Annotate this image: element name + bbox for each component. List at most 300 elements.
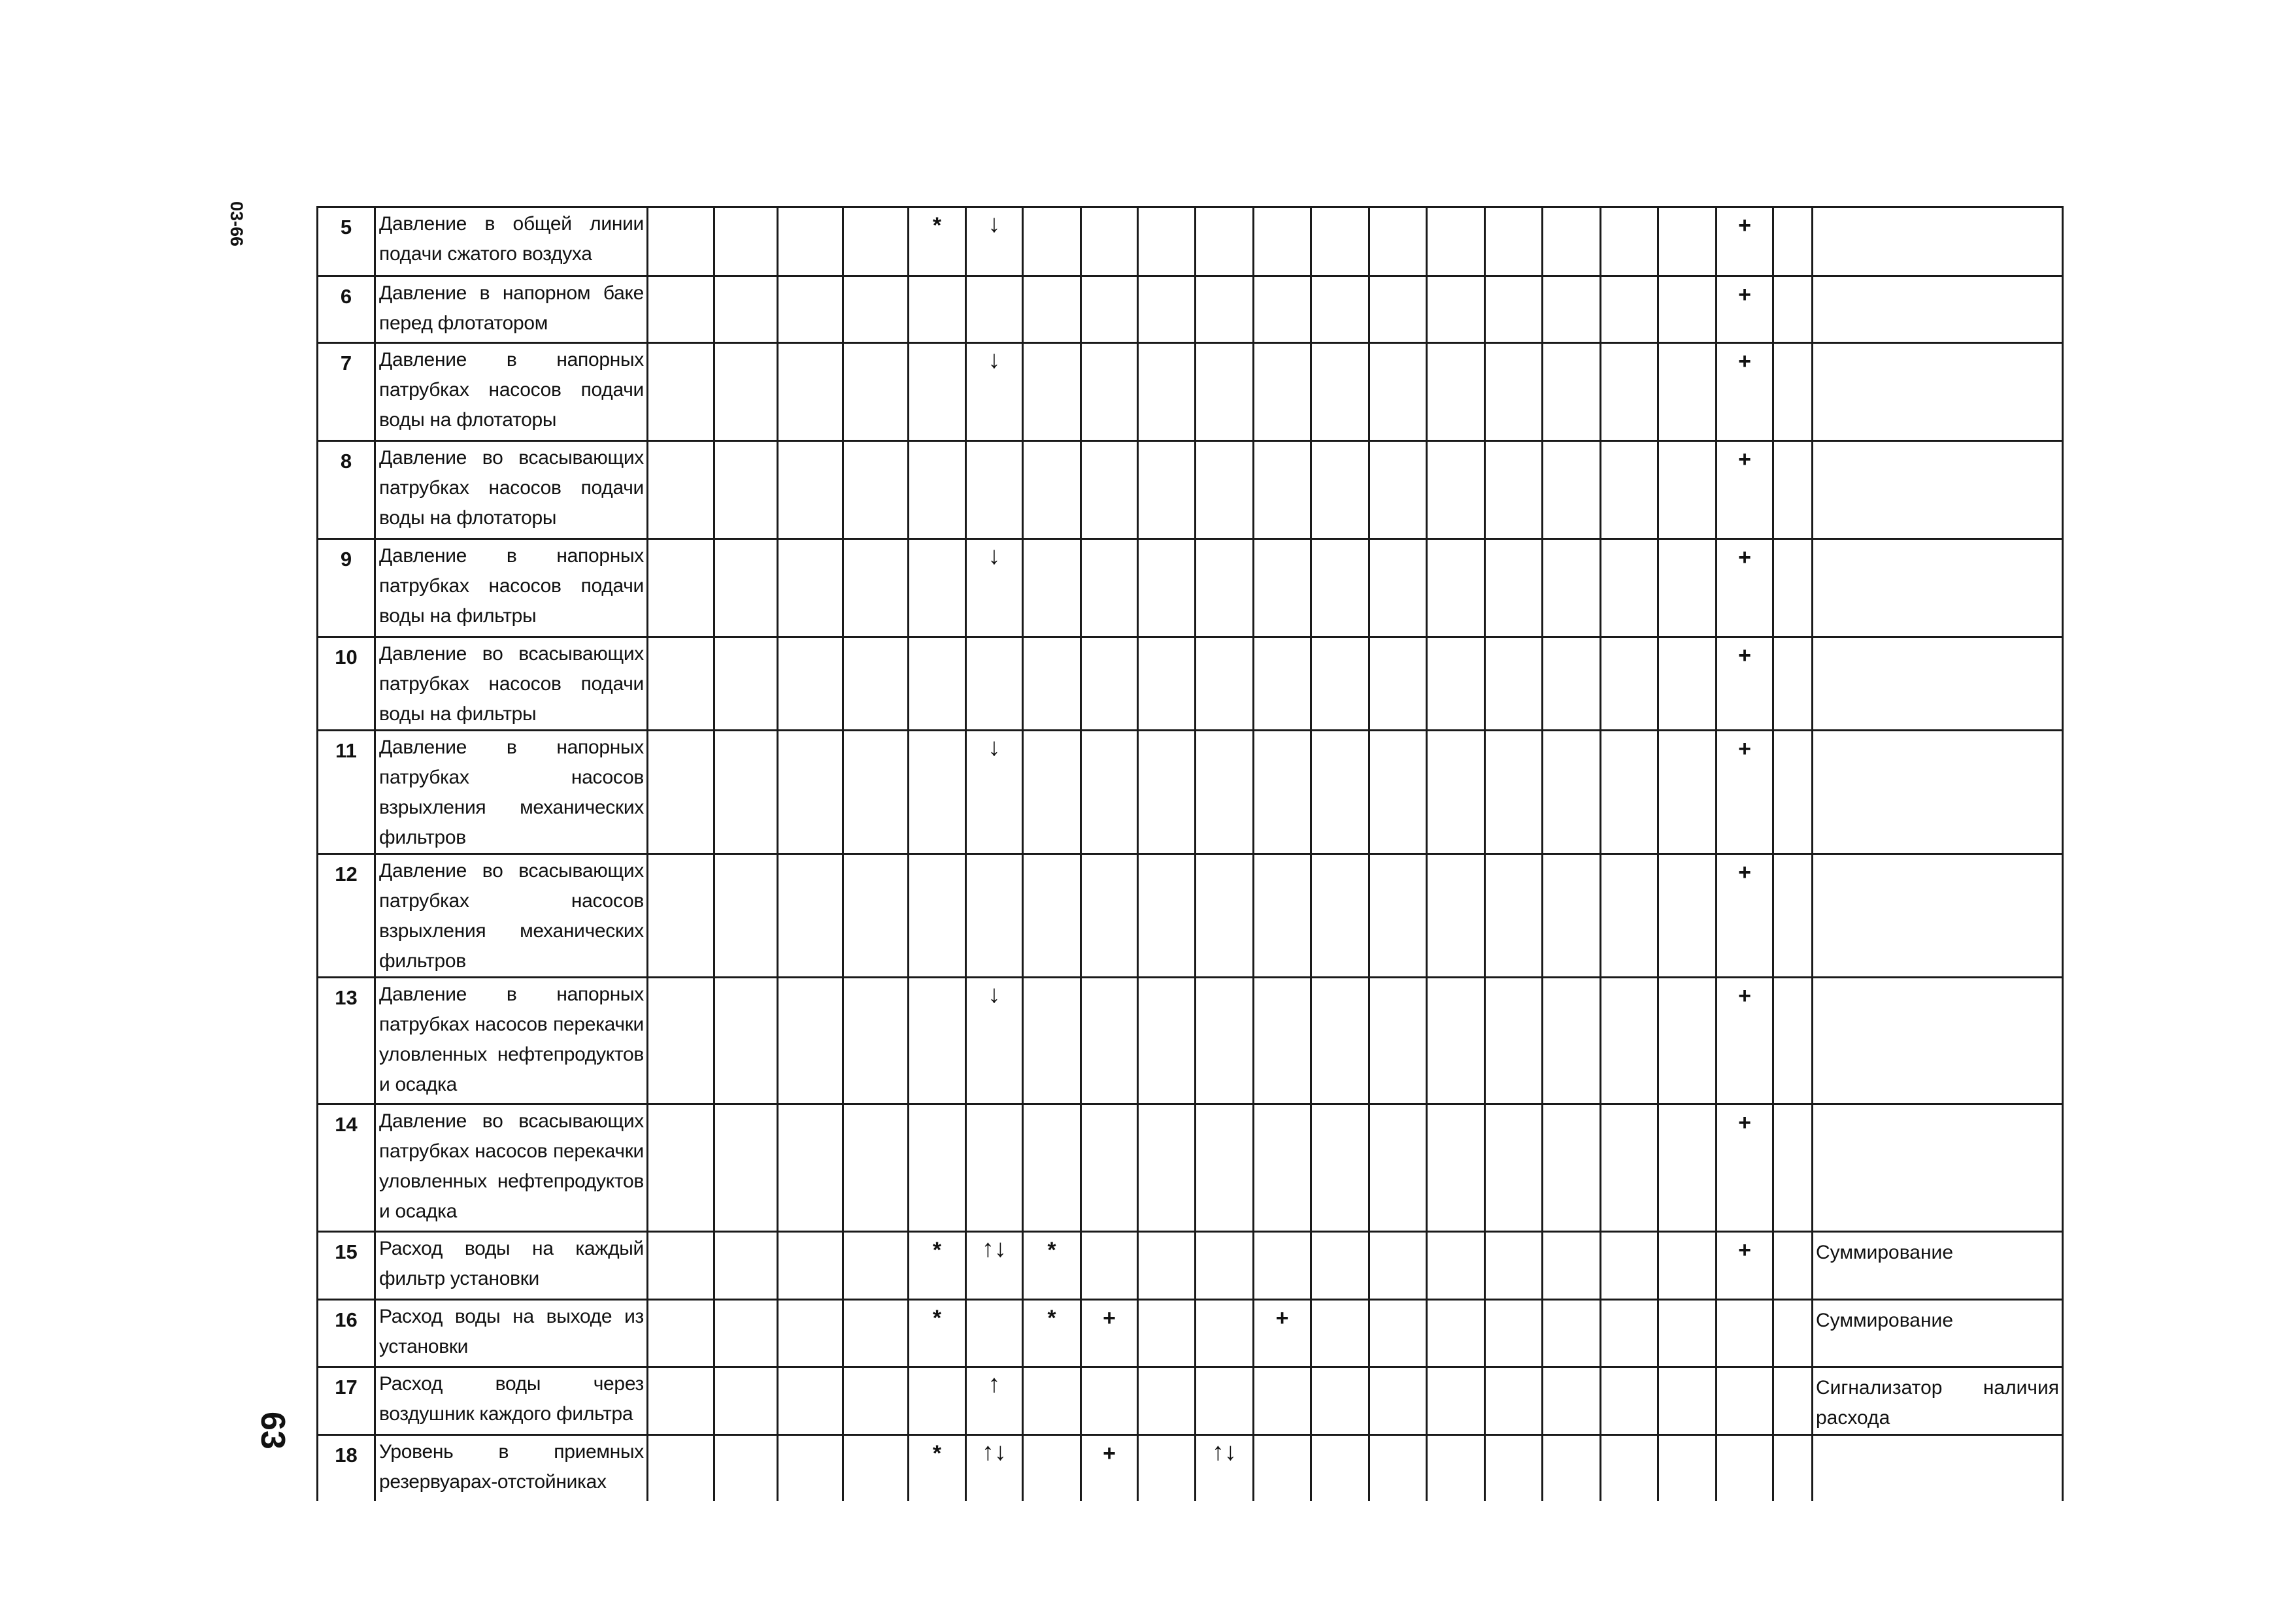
mark-cell: [648, 1367, 714, 1435]
mark-cell: [1023, 637, 1081, 731]
mark-cell: [714, 207, 778, 276]
row-number: 15: [318, 1232, 375, 1300]
mark-cell: [1138, 1367, 1196, 1435]
mark-cell: [1773, 539, 1813, 637]
row-number: 14: [318, 1104, 375, 1232]
mark-cell: [1601, 1104, 1658, 1232]
note-cell: [1813, 1104, 2063, 1232]
mark-cell: +: [1717, 207, 1773, 276]
mark-cell: [1023, 276, 1081, 343]
mark-cell: [843, 978, 909, 1104]
mark-cell: [778, 978, 843, 1104]
mark-cell: [1773, 1300, 1813, 1367]
mark-cell: [1427, 1367, 1485, 1435]
mark-cell: [1427, 854, 1485, 978]
mark-cell: [648, 854, 714, 978]
mark-cell: [1254, 1104, 1311, 1232]
mark-cell: [1717, 1367, 1773, 1435]
mark-cell: [1601, 731, 1658, 854]
mark-cell: [1543, 1367, 1601, 1435]
mark-cell: [714, 343, 778, 441]
mark-cell: [1138, 1232, 1196, 1300]
mark-cell: ↑↓: [966, 1435, 1023, 1501]
mark-cell: [1254, 854, 1311, 978]
mark-cell: [1023, 539, 1081, 637]
mark-cell: ↓: [966, 539, 1023, 637]
mark-cell: [1658, 637, 1717, 731]
mark-cell: [1658, 1435, 1717, 1501]
mark-cell: [1311, 539, 1369, 637]
mark-cell: ↓: [966, 731, 1023, 854]
mark-cell: +: [1081, 1300, 1138, 1367]
mark-cell: [1427, 343, 1485, 441]
mark-cell: [1717, 1435, 1773, 1501]
mark-cell: [1658, 1300, 1717, 1367]
mark-cell: [778, 539, 843, 637]
note-cell: [1813, 207, 2063, 276]
mark-cell: [1138, 276, 1196, 343]
mark-cell: +: [1717, 1104, 1773, 1232]
mark-cell: [714, 1232, 778, 1300]
mark-cell: [648, 276, 714, 343]
parameter-name: Расход воды на выходе из установки: [375, 1300, 648, 1367]
mark-cell: [843, 1104, 909, 1232]
mark-cell: [1485, 1367, 1543, 1435]
mark-cell: [1311, 731, 1369, 854]
parameter-name: Расход воды на каждый фильтр установки: [375, 1232, 648, 1300]
mark-cell: [1543, 441, 1601, 539]
mark-cell: [714, 731, 778, 854]
mark-cell: [778, 1300, 843, 1367]
mark-cell: [1485, 441, 1543, 539]
mark-cell: [1658, 343, 1717, 441]
parameter-name: Давление во всасывающих патрубках насосов взрыхления механических фильтров: [375, 854, 648, 978]
mark-cell: [778, 1104, 843, 1232]
mark-cell: [909, 276, 966, 343]
mark-cell: [1427, 207, 1485, 276]
page-number: 63: [254, 1412, 292, 1450]
mark-cell: [966, 276, 1023, 343]
mark-cell: [1543, 854, 1601, 978]
mark-cell: [1658, 539, 1717, 637]
parameter-name: Давление в общей линии подачи сжатого воздуха: [375, 207, 648, 276]
mark-cell: [1254, 539, 1311, 637]
parameter-name: Давление в напорных патрубках насосов взрыхления механических фильтров: [375, 731, 648, 854]
mark-cell: [843, 1435, 909, 1501]
parameter-name: Уровень в приемных резервуарах-отстойниках: [375, 1435, 648, 1501]
mark-cell: [1658, 1367, 1717, 1435]
parameter-name: Давление в напорных патрубках насосов перекачки уловленных нефтепродуктов и осадка: [375, 978, 648, 1104]
mark-cell: [1138, 1435, 1196, 1501]
mark-cell: [1369, 539, 1427, 637]
table-row: [318, 854, 2063, 978]
mark-cell: [1023, 1367, 1081, 1435]
mark-cell: [1485, 1104, 1543, 1232]
mark-cell: *: [909, 1435, 966, 1501]
mark-cell: [648, 343, 714, 441]
mark-cell: [714, 276, 778, 343]
mark-cell: [648, 1435, 714, 1501]
mark-cell: [1081, 637, 1138, 731]
mark-cell: [1369, 1367, 1427, 1435]
mark-cell: [1196, 854, 1254, 978]
mark-cell: [648, 1232, 714, 1300]
mark-cell: [1023, 978, 1081, 1104]
mark-cell: [714, 637, 778, 731]
mark-cell: ↑↓: [966, 1232, 1023, 1300]
mark-cell: [1485, 1435, 1543, 1501]
mark-cell: [1485, 539, 1543, 637]
table-row: [318, 1104, 2063, 1232]
mark-cell: [843, 1232, 909, 1300]
mark-cell: [1196, 731, 1254, 854]
mark-cell: [1601, 978, 1658, 1104]
mark-cell: [1601, 637, 1658, 731]
mark-cell: [1023, 731, 1081, 854]
mark-cell: +: [1717, 637, 1773, 731]
mark-cell: [1138, 539, 1196, 637]
mark-cell: [1254, 1232, 1311, 1300]
mark-cell: [1196, 1104, 1254, 1232]
note-cell: Суммирование: [1813, 1300, 2063, 1367]
mark-cell: *: [909, 1300, 966, 1367]
mark-cell: [843, 539, 909, 637]
mark-cell: [843, 854, 909, 978]
mark-cell: [1138, 207, 1196, 276]
table-row: [318, 207, 2063, 276]
mark-cell: +: [1717, 276, 1773, 343]
mark-cell: [1311, 1300, 1369, 1367]
table-row: [318, 731, 2063, 854]
mark-cell: [714, 1104, 778, 1232]
mark-cell: [909, 539, 966, 637]
mark-cell: [1081, 539, 1138, 637]
mark-cell: [1196, 1367, 1254, 1435]
mark-cell: [1658, 1104, 1717, 1232]
mark-cell: [1081, 343, 1138, 441]
mark-cell: [1254, 731, 1311, 854]
mark-cell: [1311, 1367, 1369, 1435]
mark-cell: [1658, 854, 1717, 978]
mark-cell: [966, 637, 1023, 731]
parameter-name: Давление в напорных патрубках насосов подачи воды на флотаторы: [375, 343, 648, 441]
mark-cell: [1485, 854, 1543, 978]
mark-cell: [1081, 207, 1138, 276]
mark-cell: [1601, 441, 1658, 539]
mark-cell: [1196, 276, 1254, 343]
row-number: 10: [318, 637, 375, 731]
mark-cell: [1138, 637, 1196, 731]
mark-cell: [966, 854, 1023, 978]
mark-cell: [1196, 978, 1254, 1104]
mark-cell: [1081, 276, 1138, 343]
mark-cell: [778, 1232, 843, 1300]
note-cell: [1813, 637, 2063, 731]
mark-cell: +: [1717, 854, 1773, 978]
mark-cell: [778, 343, 843, 441]
note-cell: Сигнализатор наличия расхода: [1813, 1367, 2063, 1435]
mark-cell: [1081, 1232, 1138, 1300]
mark-cell: [1081, 441, 1138, 539]
row-number: 17: [318, 1367, 375, 1435]
table-row: [318, 1300, 2063, 1367]
mark-cell: [1196, 539, 1254, 637]
mark-cell: [843, 207, 909, 276]
mark-cell: [909, 441, 966, 539]
mark-cell: [1773, 1232, 1813, 1300]
mark-cell: [714, 1300, 778, 1367]
mark-cell: [714, 978, 778, 1104]
table-row: [318, 1232, 2063, 1300]
mark-cell: [778, 207, 843, 276]
mark-cell: [1081, 1367, 1138, 1435]
mark-cell: [1543, 1300, 1601, 1367]
mark-cell: [1311, 1435, 1369, 1501]
mark-cell: [1311, 1232, 1369, 1300]
table-row: [318, 539, 2063, 637]
mark-cell: [1369, 441, 1427, 539]
table-row: [318, 978, 2063, 1104]
mark-cell: ↑↓: [1196, 1435, 1254, 1501]
mark-cell: [648, 207, 714, 276]
mark-cell: [1773, 1435, 1813, 1501]
mark-cell: ↓: [966, 978, 1023, 1104]
mark-cell: [1254, 441, 1311, 539]
mark-cell: [1369, 731, 1427, 854]
mark-cell: [1601, 854, 1658, 978]
mark-cell: [1369, 1104, 1427, 1232]
mark-cell: [1138, 731, 1196, 854]
mark-cell: [1311, 207, 1369, 276]
mark-cell: [1311, 1104, 1369, 1232]
mark-cell: [648, 539, 714, 637]
note-cell: [1813, 539, 2063, 637]
mark-cell: [1543, 276, 1601, 343]
parameter-name: Давление во всасывающих патрубках насосов подачи воды на флотаторы: [375, 441, 648, 539]
mark-cell: [648, 637, 714, 731]
mark-cell: [778, 276, 843, 343]
row-number: 11: [318, 731, 375, 854]
parameter-name: Давление в напорном баке перед флотатором: [375, 276, 648, 343]
mark-cell: *: [1023, 1300, 1081, 1367]
table-row: [318, 276, 2063, 343]
mark-cell: [909, 1104, 966, 1232]
mark-cell: [1196, 441, 1254, 539]
mark-cell: [1773, 731, 1813, 854]
mark-cell: [1773, 441, 1813, 539]
mark-cell: [843, 1367, 909, 1435]
parameter-name: Давление в напорных патрубках насосов подачи воды на фильтры: [375, 539, 648, 637]
mark-cell: [1543, 539, 1601, 637]
note-cell: [1813, 276, 2063, 343]
mark-cell: *: [1023, 1232, 1081, 1300]
parameter-name: Давление во всасывающих патрубках насосов подачи воды на фильтры: [375, 637, 648, 731]
mark-cell: [909, 343, 966, 441]
mark-cell: [1138, 1300, 1196, 1367]
mark-cell: [1601, 1232, 1658, 1300]
mark-cell: [1773, 1104, 1813, 1232]
mark-cell: [778, 637, 843, 731]
mark-cell: [966, 1300, 1023, 1367]
mark-cell: [1601, 1300, 1658, 1367]
mark-cell: [1427, 978, 1485, 1104]
mark-cell: [1485, 978, 1543, 1104]
mark-cell: +: [1717, 978, 1773, 1104]
mark-cell: [648, 1104, 714, 1232]
mark-cell: [1601, 539, 1658, 637]
mark-cell: [1717, 1300, 1773, 1367]
mark-cell: [778, 1435, 843, 1501]
mark-cell: [1543, 1435, 1601, 1501]
mark-cell: [1485, 343, 1543, 441]
mark-cell: *: [909, 207, 966, 276]
mark-cell: [1773, 854, 1813, 978]
mark-cell: [1773, 207, 1813, 276]
mark-cell: [1196, 1300, 1254, 1367]
mark-cell: [1658, 1232, 1717, 1300]
table-row: [318, 441, 2063, 539]
row-number: 16: [318, 1300, 375, 1367]
row-number: 6: [318, 276, 375, 343]
mark-cell: [1601, 1435, 1658, 1501]
mark-cell: [843, 731, 909, 854]
mark-cell: [714, 854, 778, 978]
mark-cell: [1427, 1232, 1485, 1300]
table-row: [318, 343, 2063, 441]
mark-cell: [1427, 637, 1485, 731]
note-cell: [1813, 978, 2063, 1104]
mark-cell: [1023, 343, 1081, 441]
mark-cell: [1311, 854, 1369, 978]
mark-cell: [1023, 1435, 1081, 1501]
mark-cell: [843, 276, 909, 343]
mark-cell: [1658, 731, 1717, 854]
parameter-name: Расход воды через воздушник каждого фильтра: [375, 1367, 648, 1435]
mark-cell: ↑: [966, 1367, 1023, 1435]
note-cell: [1813, 854, 2063, 978]
mark-cell: [1369, 637, 1427, 731]
mark-cell: [909, 1367, 966, 1435]
mark-cell: ↓: [966, 343, 1023, 441]
mark-cell: [778, 1367, 843, 1435]
note-cell: [1813, 441, 2063, 539]
mark-cell: [1023, 1104, 1081, 1232]
mark-cell: [1254, 637, 1311, 731]
mark-cell: [1369, 276, 1427, 343]
mark-cell: [1254, 276, 1311, 343]
note-cell: Суммирование: [1813, 1232, 2063, 1300]
mark-cell: [1023, 854, 1081, 978]
mark-cell: [1543, 207, 1601, 276]
mark-cell: [1658, 978, 1717, 1104]
mark-cell: [1311, 637, 1369, 731]
mark-cell: [1543, 1104, 1601, 1232]
mark-cell: [1773, 978, 1813, 1104]
mark-cell: [1485, 207, 1543, 276]
parameter-name: Давление во всасывающих патрубках насосов перекачки уловленных нефтепродуктов и осадка: [375, 1104, 648, 1232]
parameters-table: [316, 206, 2064, 1501]
mark-cell: [1427, 731, 1485, 854]
mark-cell: [1254, 1367, 1311, 1435]
mark-cell: [1196, 1232, 1254, 1300]
mark-cell: [714, 1435, 778, 1501]
mark-cell: +: [1081, 1435, 1138, 1501]
mark-cell: [1196, 343, 1254, 441]
mark-cell: [778, 854, 843, 978]
mark-cell: [1773, 343, 1813, 441]
mark-cell: [1369, 1232, 1427, 1300]
mark-cell: [1658, 276, 1717, 343]
mark-cell: [1543, 731, 1601, 854]
note-cell: [1813, 343, 2063, 441]
mark-cell: [1196, 207, 1254, 276]
mark-cell: [843, 637, 909, 731]
mark-cell: +: [1717, 731, 1773, 854]
mark-cell: +: [1717, 343, 1773, 441]
mark-cell: [778, 441, 843, 539]
mark-cell: [714, 539, 778, 637]
mark-cell: [1427, 441, 1485, 539]
row-number: 8: [318, 441, 375, 539]
table-row: [318, 1435, 2063, 1501]
mark-cell: [778, 731, 843, 854]
mark-cell: [1485, 1232, 1543, 1300]
mark-cell: [1138, 978, 1196, 1104]
mark-cell: [1023, 441, 1081, 539]
mark-cell: [1485, 276, 1543, 343]
side-document-code: 03-66: [227, 201, 246, 247]
mark-cell: [1254, 343, 1311, 441]
mark-cell: [909, 731, 966, 854]
mark-cell: +: [1717, 441, 1773, 539]
mark-cell: [1485, 731, 1543, 854]
mark-cell: [714, 1367, 778, 1435]
mark-cell: [648, 978, 714, 1104]
mark-cell: [1369, 1435, 1427, 1501]
mark-cell: +: [1254, 1300, 1311, 1367]
mark-cell: [1369, 978, 1427, 1104]
mark-cell: [1138, 441, 1196, 539]
mark-cell: [1427, 276, 1485, 343]
mark-cell: ↓: [966, 207, 1023, 276]
mark-cell: [1311, 343, 1369, 441]
mark-cell: [1427, 539, 1485, 637]
mark-cell: [1254, 978, 1311, 1104]
mark-cell: [1543, 1232, 1601, 1300]
note-cell: [1813, 1435, 2063, 1501]
mark-cell: [1773, 1367, 1813, 1435]
mark-cell: [1138, 343, 1196, 441]
mark-cell: [966, 1104, 1023, 1232]
mark-cell: [1081, 731, 1138, 854]
mark-cell: [1369, 854, 1427, 978]
mark-cell: [1138, 854, 1196, 978]
row-number: 18: [318, 1435, 375, 1501]
mark-cell: [1254, 1435, 1311, 1501]
mark-cell: [909, 637, 966, 731]
row-number: 5: [318, 207, 375, 276]
table-row: [318, 637, 2063, 731]
mark-cell: [1427, 1104, 1485, 1232]
mark-cell: [1427, 1435, 1485, 1501]
mark-cell: [1023, 207, 1081, 276]
mark-cell: [1254, 207, 1311, 276]
mark-cell: [909, 978, 966, 1104]
mark-cell: [1601, 207, 1658, 276]
mark-cell: [1485, 1300, 1543, 1367]
row-number: 12: [318, 854, 375, 978]
mark-cell: +: [1717, 539, 1773, 637]
